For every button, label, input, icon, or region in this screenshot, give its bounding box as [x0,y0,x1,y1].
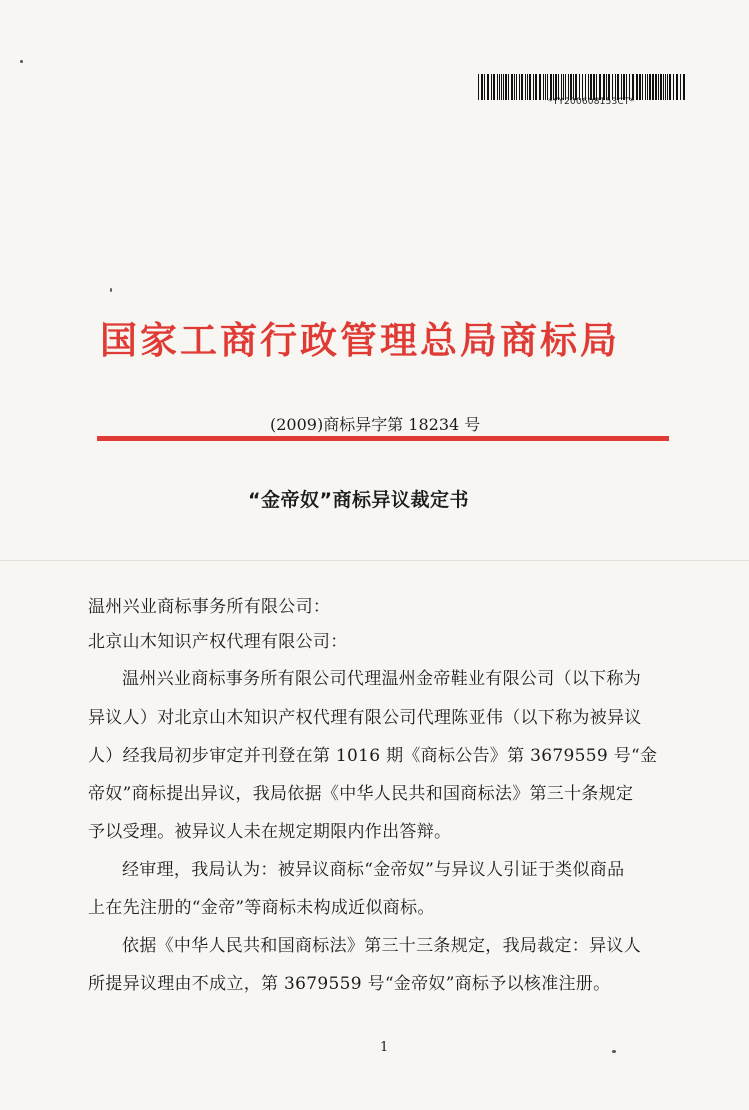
barcode-bar [505,74,507,100]
body-text-line: 所提异议理由不成立，第 3679559 号“金帝奴”商标予以核准注册。 [88,974,611,994]
barcode-bar [511,74,513,100]
body-text-line: 上在先注册的“金帝”等商标未构成近似商标。 [88,898,435,918]
barcode-bar [484,74,485,100]
barcode-bar [503,74,504,100]
addressee-line: 温州兴业商标事务所有限公司： [88,597,331,617]
barcode-bar [521,74,523,100]
barcode-bar [527,74,528,100]
barcode-bar [533,74,534,100]
barcode-bar [487,74,489,100]
barcode-bar [501,74,502,100]
addressee-line: 北京山木知识产权代理有限公司： [88,632,348,652]
barcode-bar [543,74,544,100]
barcode-bar [499,74,500,100]
paper-fold-line [0,560,749,561]
body-text-line: 温州兴业商标事务所有限公司代理温州金帝鞋业有限公司（以下称为 [122,669,641,689]
barcode-bar [545,74,546,100]
barcode-bar [481,74,483,100]
body-text-line: 人）经我局初步审定并刊登在第 1016 期《商标公告》第 3679559 号“金 [88,746,658,766]
scan-speck [20,60,23,63]
body-text-line: 经审理，我局认为：被异议商标“金帝奴”与异议人引证于类似商品 [122,860,625,880]
document-title: “金帝奴”商标异议裁定书 [248,489,469,511]
barcode-bar [478,74,479,100]
barcode-bar [529,74,531,100]
barcode-bar [514,74,515,100]
page-number: 1 [380,1040,389,1055]
agency-title: 国家工商行政管理总局商标局 [100,319,620,362]
red-divider [97,436,669,441]
body-text-line: 帝奴”商标提出异议，我局依据《中华人民共和国商标法》第三十条规定 [88,784,634,804]
barcode-bar [519,74,520,100]
body-text-line: 予以受理。被异议人未在规定期限内作出答辩。 [88,822,452,842]
barcode-bar [497,74,498,100]
barcode-bar [516,74,517,100]
barcode-bar [539,74,541,100]
body-text-line: 依据《中华人民共和国商标法》第三十三条规定，我局裁定：异议人 [122,936,641,956]
scan-speck [612,1050,616,1053]
barcode-bar [491,74,492,100]
barcode-bar [493,74,495,100]
scan-speck [110,288,112,292]
barcode-bar [508,74,509,100]
body-text-line: 异议人）对北京山木知识产权代理有限公司代理陈亚伟（以下称为被异议 [88,708,642,728]
barcode-bar [535,74,537,100]
barcode-text: *YY200608153CT* [548,97,635,107]
barcode-bar [525,74,526,100]
document-number: (2009)商标异字第 18234 号 [270,415,481,434]
